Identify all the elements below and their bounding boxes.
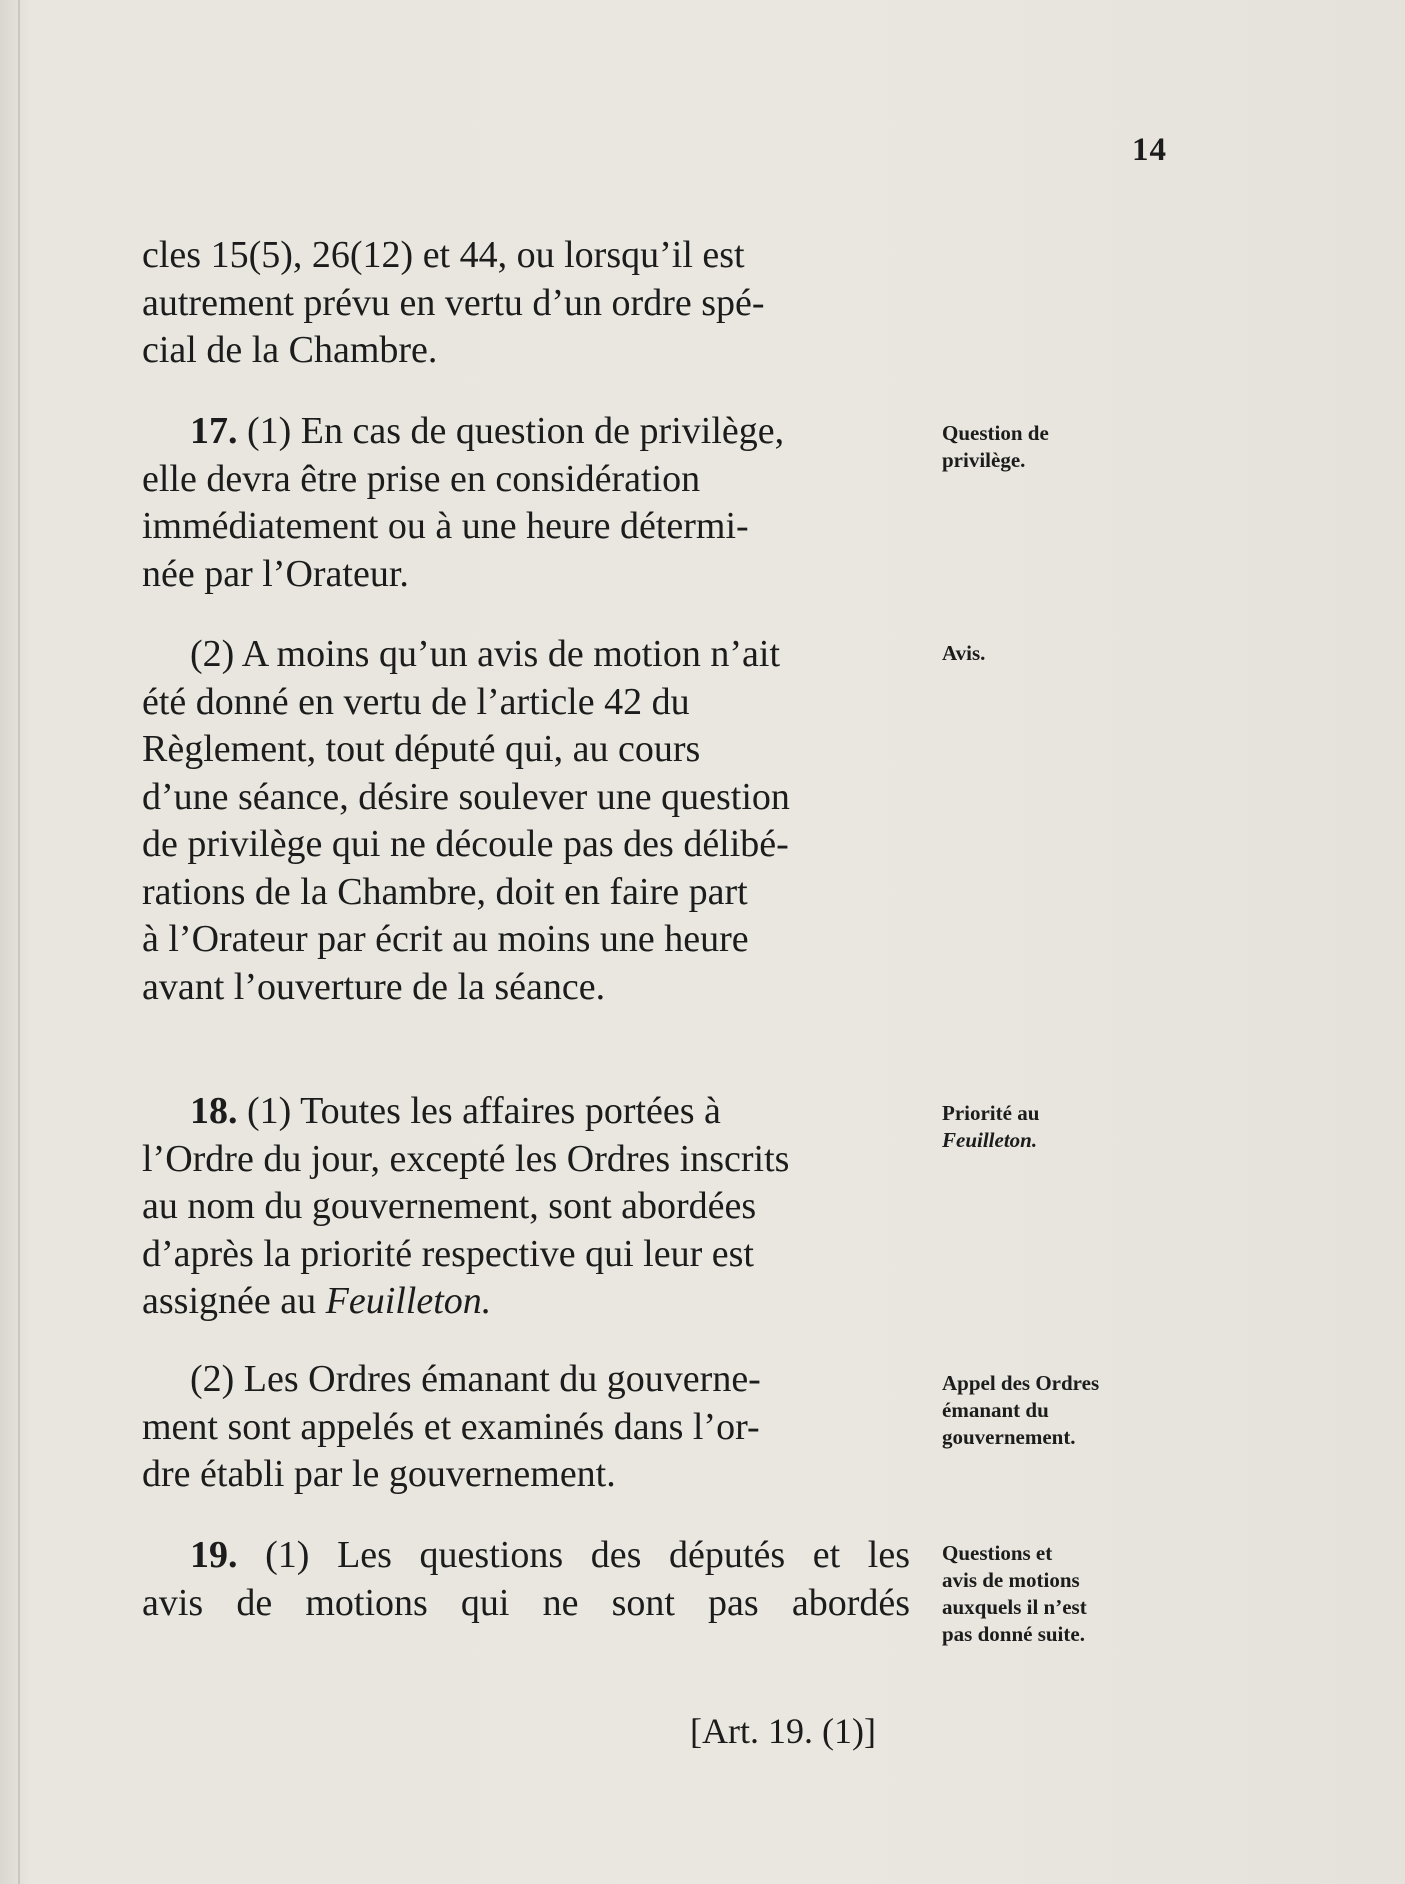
paragraph-continuation bbox=[142, 232, 910, 375]
margin-note-line: privilège. bbox=[942, 448, 1026, 472]
page-number: 14 bbox=[1132, 132, 1167, 168]
text-line: ment sont appelés et examinés dans l’or- bbox=[142, 1405, 760, 1448]
text-line: au nom du gouvernement, sont abordées bbox=[142, 1185, 757, 1227]
text-line: immédiatement ou à une heure détermi- bbox=[142, 505, 749, 547]
text-line: d’une séance, désire soulever une question bbox=[142, 775, 790, 818]
text-line: dre établi par le gouvernement. bbox=[142, 1453, 616, 1495]
text-line: née par l’Orateur. bbox=[142, 552, 409, 595]
margin-note-line: Priorité au bbox=[942, 1101, 1040, 1125]
text-line: cles 15(5), 26(12) et 44, ou lorsqu’il est bbox=[142, 234, 745, 276]
margin-note-line: Questions et bbox=[942, 1541, 1053, 1565]
text-line: autrement prévu en vertu d’un ordre spé- bbox=[142, 281, 765, 324]
article-number: 18. bbox=[190, 1090, 238, 1132]
margin-note-avis bbox=[942, 640, 1172, 667]
margin-note-line: pas donné suite. bbox=[942, 1622, 1085, 1646]
footer-article-reference: [Art. 19. (1)] bbox=[690, 1711, 876, 1751]
text-line: (2) A moins qu’un avis de motion n’ait bbox=[190, 633, 781, 675]
text-line: d’après la priorité respective qui leur est bbox=[142, 1232, 754, 1275]
binding-edge bbox=[18, 0, 20, 1884]
text-line: été donné en vertu de l’article 42 du bbox=[142, 680, 690, 723]
paragraph-article-17-1 bbox=[142, 408, 910, 598]
margin-note-line: gouvernement. bbox=[942, 1425, 1076, 1449]
text-line: (1) En cas de question de privilège, bbox=[237, 410, 785, 452]
text-line: elle devra être prise en considération bbox=[142, 457, 701, 500]
text-line: Règlement, tout député qui, au cours bbox=[142, 728, 701, 770]
margin-note-line: auxquels il n’est bbox=[942, 1595, 1087, 1619]
text-line: (1) Toutes les affaires portées à bbox=[237, 1090, 721, 1132]
text-line: avant l’ouverture de la séance. bbox=[142, 965, 606, 1008]
margin-note-line: émanant du bbox=[942, 1398, 1049, 1422]
article-number: 19. bbox=[190, 1534, 238, 1576]
margin-note-line: Avis. bbox=[942, 641, 986, 665]
paragraph-article-19-1 bbox=[142, 1532, 910, 1627]
text-line: à l’Orateur par écrit au moins une heure bbox=[142, 918, 749, 960]
text-line: avis de motions qui ne sont pas abordés bbox=[142, 1581, 910, 1624]
margin-note-line: Question de bbox=[942, 421, 1049, 445]
margin-note-questions-avis bbox=[942, 1540, 1172, 1648]
text-line: assignée au bbox=[142, 1280, 326, 1322]
article-number: 17. bbox=[190, 410, 238, 452]
text-line: (1) Les questions des députés et les bbox=[237, 1534, 910, 1576]
text-line: cial de la Chambre. bbox=[142, 329, 438, 371]
margin-note-appel-ordres bbox=[942, 1370, 1172, 1451]
paragraph-article-18-1 bbox=[142, 1088, 910, 1326]
paragraph-article-18-2 bbox=[142, 1356, 910, 1499]
margin-note-italic: Feuilleton. bbox=[942, 1128, 1038, 1152]
margin-note-line: avis de motions bbox=[942, 1568, 1080, 1592]
text-line: de privilège qui ne découle pas des délibé- bbox=[142, 823, 789, 865]
margin-note-question-privilege bbox=[942, 420, 1172, 474]
margin-note-line: Appel des Ordres bbox=[942, 1371, 1100, 1395]
text-line: (2) Les Ordres émanant du gouverne- bbox=[190, 1358, 761, 1400]
italic-term: Feuilleton. bbox=[325, 1280, 492, 1322]
paragraph-article-17-2 bbox=[142, 631, 910, 1011]
margin-note-priorite bbox=[942, 1100, 1172, 1154]
text-line: l’Ordre du jour, excepté les Ordres inscrits bbox=[142, 1137, 790, 1180]
text-line: rations de la Chambre, doit en faire part bbox=[142, 870, 748, 913]
